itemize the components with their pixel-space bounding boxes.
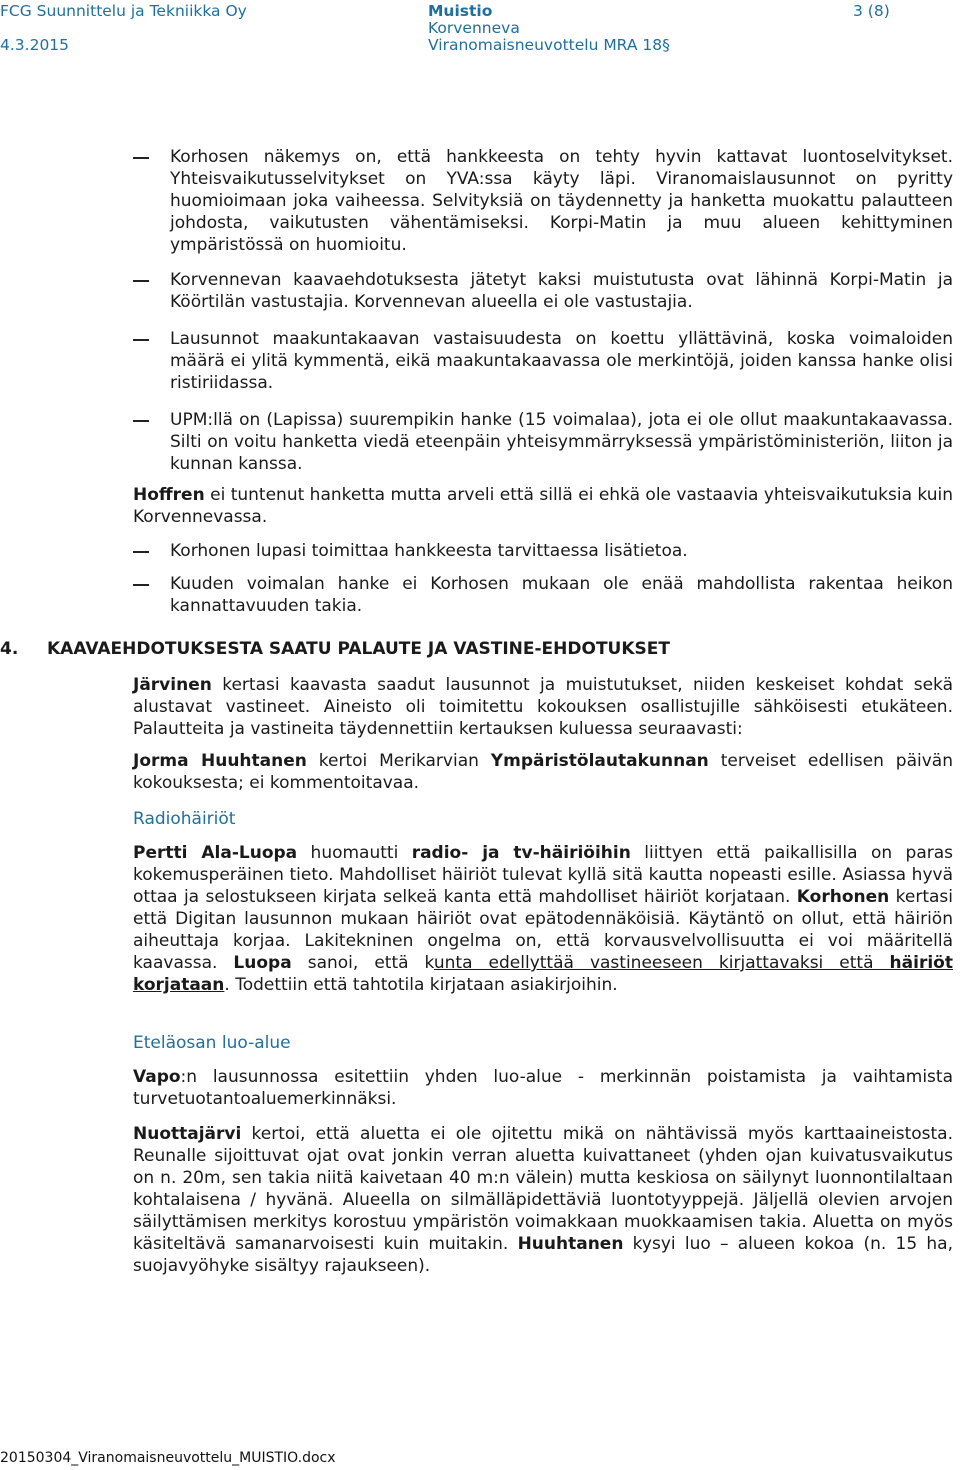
bullet-item: Korhonen lupasi toimittaa hankkeesta tarvittaessa lisätietoa. (170, 541, 688, 561)
bullet-item: Korhosen näkemys on, että hankkeesta on tehty hyvin kattavat luontoselvitykset. Yhteisvaikutusselvitykset on YVA:ssa käyty läpi. Viranomaislausunnot on pyritty huomioimaan joka vaiheessa. Selvityksiä on täydennetty ja hanketta muokattu palautteen johdosta, vaikutusten vähentämiseksi. Korpi-Matin ja muu alueen kehittyminen ympäristössä on huomioitu. (170, 147, 953, 255)
header-company: FCG Suunnittelu ja Tekniikka Oy (0, 2, 247, 20)
paragraph-hoffren: Hoffren ei tuntenut hanketta mutta arveli että sillä ei ehkä ole vastaavia yhteisvaikutuksia kuin Korvennevassa. (133, 485, 953, 527)
section-title: KAAVAEHDOTUKSESTA SAATU PALAUTE JA VASTINE-EHDOTUKSET (47, 639, 670, 659)
footer-filename: 20150304_Viranomaisneuvottelu_MUISTIO.docx (0, 1450, 336, 1466)
paragraph-radio: Pertti Ala-Luopa huomautti radio- ja tv-häiriöihin liittyen että paikallisilla on paras kokemusperäinen tieto. Mahdolliset häiriöt tulevat kyllä sitä kautta nopeasti esille. Asiassa hyvä ottaa ja selostukseen kirjata selkeä kanta että mahdolliset häiriöt korjataan. Korhonen kertasi että Digitan lausunnon mukaan häiriöt ovat epätodennäköisiä. Käytäntö on ollut, että häiriön aiheuttaja korjaa. Lakitekninen ongelma on, että korvausvelvollisuutta ei voi määritellä kaavassa. Luopa sanoi, että kunta edellyttää vastineeseen kirjattavaksi että häiriöt korjataan. Todettiin että tahtotila kirjataan asiakirjoihin. (133, 843, 953, 995)
bullet-item: Kuuden voimalan hanke ei Korhosen mukaan ole enää mahdollista rakentaa heikon kannattavuuden takia. (170, 574, 953, 616)
speaker-name: Järvinen (133, 675, 212, 695)
bullet-dash (133, 280, 149, 282)
section-number: 4. (0, 639, 19, 659)
speaker-name: Vapo (133, 1067, 181, 1087)
bullet-dash (133, 339, 149, 341)
paragraph-jarvinen: Järvinen kertasi kaavasta saadut lausunnot ja muistutukset, niiden keskeiset kohdat sekä alustavat vastineet. Aineisto oli toimitettu kokouksen osallistujille sähköisesti etukäteen. Palautteita ja vastineita täydennettiin kertauksen kuluessa seuraavasti: (133, 675, 953, 739)
speaker-name: Jorma Huuhtanen (133, 751, 307, 771)
bullet-dash (133, 420, 149, 422)
bullet-dash (133, 584, 149, 586)
paragraph-nuottajarvi: Nuottajärvi kertoi, että aluetta ei ole ojitettu mikä on nähtävissä myös karttaaineistosta. Reunalle sijoittuvat ojat ovat jonkin verran aluetta kuivattaneet (yhden ojan kuivatusvaikutus on n. 20m, sen takia niitä kaivetaan 40 m:n välein) mutta keskiosa on säilynyt luonnontilaltaan kohtalaisena / hyvänä. Alueella on silmälläpidettäviä luontotyyppejä. Jäljellä olevien arvojen säilyttämisen merkitys korostuu ympäristön voimakkaan muokkaamisen takia. Aluetta on myös käsiteltävä samanarvoisesti kuin muitakin. Huuhtanen kysyi luo – alueen kokoa (n. 15 ha, suojavyöhyke sisältyy rajaukseen). (133, 1124, 953, 1276)
bullet-dash (133, 551, 149, 553)
subheading-radio: Radiohäiriöt (133, 809, 236, 829)
bullet-item: Korvennevan kaavaehdotuksesta jätetyt kaksi muistutusta ovat lähinnä Korpi-Matin ja Köörtilän vastustajia. Korvennevan alueella ei ole vastustajia. (170, 270, 953, 312)
header-project: Korvenneva (428, 19, 520, 37)
header-meeting: Viranomaisneuvottelu MRA 18§ (428, 36, 670, 54)
speaker-name: Hoffren (133, 485, 205, 505)
subheading-luo-alue: Eteläosan luo-alue (133, 1033, 291, 1053)
bullet-item: UPM:llä on (Lapissa) suurempikin hanke (15 voimalaa), jota ei ole ollut maakuntakaavassa. Silti on voitu hanketta viedä eteenpäin yhteisymmärryksessä ympäristöministeriön, liiton ja kunnan kanssa. (170, 410, 953, 474)
header-doc-type: Muistio (428, 2, 493, 20)
header-page-number: 3 (8) (853, 2, 890, 20)
section-heading (0, 638, 960, 660)
header-date: 4.3.2015 (0, 36, 70, 54)
paragraph-vapo: Vapo:n lausunnossa esitettiin yhden luo-alue - merkinnän poistamista ja vaihtamista turvetuotantoaluemerkinnäksi. (133, 1067, 953, 1109)
bullet-dash (133, 157, 149, 159)
paragraph-huuhtanen: Jorma Huuhtanen kertoi Merikarvian Ympäristölautakunnan terveiset edellisen päivän kokouksesta; ei kommentoitavaa. (133, 751, 953, 793)
bullet-item: Lausunnot maakuntakaavan vastaisuudesta on koettu yllättävinä, koska voimaloiden määrä ei ylitä kymmentä, eikä maakuntakaavassa ole merkintöjä, joiden kanssa hanke olisi ristiriidassa. (170, 329, 953, 393)
